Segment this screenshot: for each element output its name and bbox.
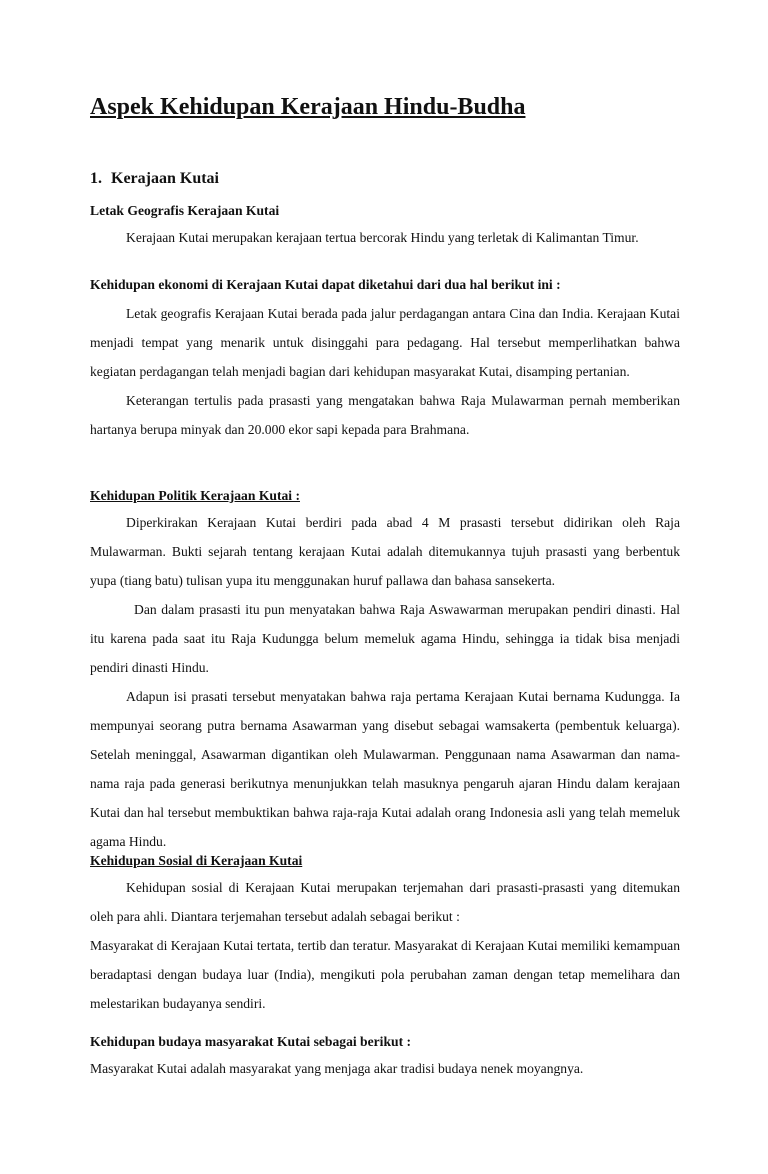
- sosial-paragraph-2: Masyarakat di Kerajaan Kutai tertata, tertib dan teratur. Masyarakat di Kerajaan Kutai memiliki kemampuan beradaptasi dengan budaya luar (India), mengikuti pola perubahan zaman dengan tetap memelihara dan melestarikan budayanya sendiri.: [90, 938, 680, 1011]
- politik-block: [90, 488, 680, 504]
- section-number: 1.: [90, 170, 102, 187]
- politik-heading: Kehidupan Politik Kerajaan Kutai :: [90, 488, 300, 503]
- sosial-body: [90, 873, 680, 1018]
- page-title: Aspek Kehidupan Kerajaan Hindu-Budha: [90, 94, 526, 120]
- politik-paragraph-1: Diperkirakan Kerajaan Kutai berdiri pada abad 4 M prasasti tersebut didirikan oleh Raja Mulawarman. Bukti sejarah tentang kerajaan Kutai adalah ditemukannya tujuh prasasti yang berbentuk yupa (tiang batu) tulisan yupa itu menggunakan huruf pallawa dan bahasa sansekerta.: [90, 515, 680, 588]
- ekonomi-paragraph-1: Letak geografis Kerajaan Kutai berada pada jalur perdagangan antara Cina dan India. Kerajaan Kutai menjadi tempat yang menarik untuk disinggahi para pedagang. Hal tersebut memperlihatkan bahwa kegiatan perdagangan telah menjadi bagian dari kehidupan masyarakat Kutai, disamping pertanian.: [90, 306, 680, 379]
- politik-paragraph-2: Dan dalam prasasti itu pun menyatakan bahwa Raja Aswawarman merupakan pendiri dinasti. Hal itu karena pada saat itu Raja Kudungga belum memeluk agama Hindu, sehingga ia tidak bisa menjadi pendiri dinasti Hindu.: [90, 602, 680, 675]
- ekonomi-block: [90, 277, 680, 293]
- letak-body: [90, 223, 680, 252]
- sosial-heading: Kehidupan Sosial di Kerajaan Kutai: [90, 853, 303, 868]
- politik-body: [90, 508, 680, 856]
- budaya-heading: Kehidupan budaya masyarakat Kutai sebagai berikut :: [90, 1034, 412, 1049]
- budaya-paragraph: Masyarakat Kutai adalah masyarakat yang menjaga akar tradisi budaya nenek moyangnya.: [90, 1061, 584, 1076]
- ekonomi-body: [90, 299, 680, 444]
- letak-block: [90, 203, 680, 219]
- letak-paragraph: Kerajaan Kutai merupakan kerajaan tertua bercorak Hindu yang terletak di Kalimantan Timur.: [126, 230, 639, 245]
- section-title: Kerajaan Kutai: [111, 170, 219, 187]
- section-heading: [90, 170, 219, 188]
- ekonomi-heading: Kehidupan ekonomi di Kerajaan Kutai dapat diketahui dari dua hal berikut ini :: [90, 277, 561, 292]
- sosial-block: [90, 853, 680, 869]
- politik-paragraph-3: Adapun isi prasati tersebut menyatakan bahwa raja pertama Kerajaan Kutai bernama Kudungga. Ia mempunyai seorang putra bernama Asawarman yang disebut sebagai wamsakerta (pembentuk keluarga). Setelah meninggal, Asawarman digantikan oleh Mulawarman. Penggunaan nama Asawarman dan nama-nama raja pada generasi berikutnya menunjukkan telah masuknya pengaruh ajaran Hindu dalam kerajaan Kutai dan hal tersebut membuktikan bahwa raja-raja Kutai adalah orang Indonesia asli yang telah memeluk agama Hindu.: [90, 689, 680, 849]
- budaya-body: [90, 1054, 680, 1083]
- budaya-block: [90, 1034, 680, 1050]
- letak-heading: Letak Geografis Kerajaan Kutai: [90, 203, 280, 218]
- sosial-paragraph-1: Kehidupan sosial di Kerajaan Kutai merupakan terjemahan dari prasasti-prasasti yang ditemukan oleh para ahli. Diantara terjemahan tersebut adalah sebagai berikut :: [90, 880, 680, 924]
- ekonomi-paragraph-2: Keterangan tertulis pada prasasti yang mengatakan bahwa Raja Mulawarman pernah memberikan hartanya berupa minyak dan 20.000 ekor sapi kepada para Brahmana.: [90, 393, 680, 437]
